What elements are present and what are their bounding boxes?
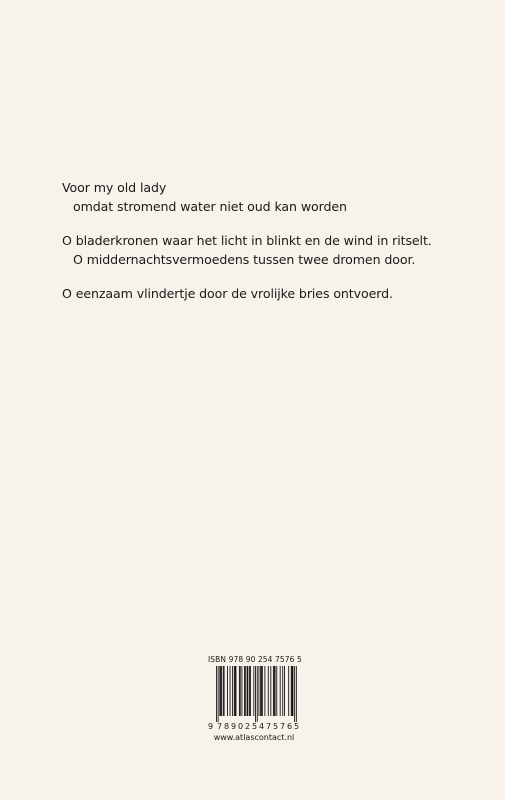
barcode-bar [280, 666, 281, 716]
barcode-bar [293, 666, 294, 716]
barcode-guard-bar [216, 666, 217, 722]
dedication-line: Voor my old lady [62, 180, 167, 195]
barcode-bar [221, 666, 222, 716]
poem-line: O bladerkronen waar het licht in blinkt en de wind in ritselt. [62, 233, 432, 248]
barcode-bar [262, 666, 263, 716]
barcode-guard-bar [296, 666, 297, 722]
barcode-bar [219, 666, 220, 716]
barcode-bar [227, 666, 228, 716]
barcode-bar [275, 666, 276, 716]
barcode-bar [239, 666, 240, 716]
barcode-bar [264, 666, 265, 716]
stanza-dedication [62, 178, 482, 216]
barcode-bar [270, 666, 271, 716]
barcode-bar [223, 666, 224, 716]
barcode-bar [230, 666, 231, 716]
poem [62, 178, 482, 318]
barcode-bar [236, 666, 237, 716]
barcode-digits-right: 475765 [259, 722, 301, 731]
barcode-bar [249, 666, 250, 716]
barcode-bar [291, 666, 292, 716]
barcode-bar [220, 666, 221, 716]
barcode-bar [261, 666, 262, 716]
barcode-bar [260, 666, 261, 716]
barcode-bar [232, 666, 233, 716]
barcode-bar [240, 666, 241, 716]
barcode-guard-bar [255, 666, 256, 722]
barcode-bar [259, 666, 260, 716]
barcode-bar [245, 666, 246, 716]
barcode-bar [282, 666, 283, 716]
barcode-bar [244, 666, 245, 716]
isbn-label: ISBN 978 90 254 7576 5 [208, 655, 302, 664]
stanza-three [62, 284, 482, 303]
barcode-bar [276, 666, 277, 716]
poem-line: O middernachtsvermoedens tussen twee dromen door. [73, 252, 416, 267]
publisher-url: www.atlascontact.nl [213, 733, 295, 742]
barcode-bar [247, 666, 248, 716]
barcode-bar [250, 666, 251, 716]
barcode-digits-left: 789025 [217, 722, 259, 731]
barcode-bar [288, 666, 289, 716]
barcode-bar [235, 666, 236, 716]
barcode-bar [253, 666, 254, 716]
barcode-bar [274, 666, 275, 716]
barcode-bar [234, 666, 235, 716]
barcode-digits [208, 722, 300, 732]
barcode-bar [268, 666, 269, 716]
barcode-bar [224, 666, 225, 716]
barcode-bar [273, 666, 274, 716]
barcode-bar [247, 666, 248, 716]
barcode-bar [292, 666, 293, 716]
barcode-bar [242, 666, 243, 716]
poem-line: O eenzaam vlindertje door de vrolijke bries ontvoerd. [62, 286, 393, 301]
barcode-digit-first: 9 [208, 722, 214, 731]
barcode-bar [284, 666, 285, 716]
stanza-two [62, 231, 482, 269]
barcode-guard-bar [294, 666, 295, 722]
barcode-block [208, 655, 300, 743]
barcode-guard-bar [257, 666, 258, 722]
dedication-subline: omdat stromend water niet oud kan worden [73, 199, 347, 214]
barcode-guard-bar [218, 666, 219, 722]
barcode-icon [208, 666, 300, 722]
